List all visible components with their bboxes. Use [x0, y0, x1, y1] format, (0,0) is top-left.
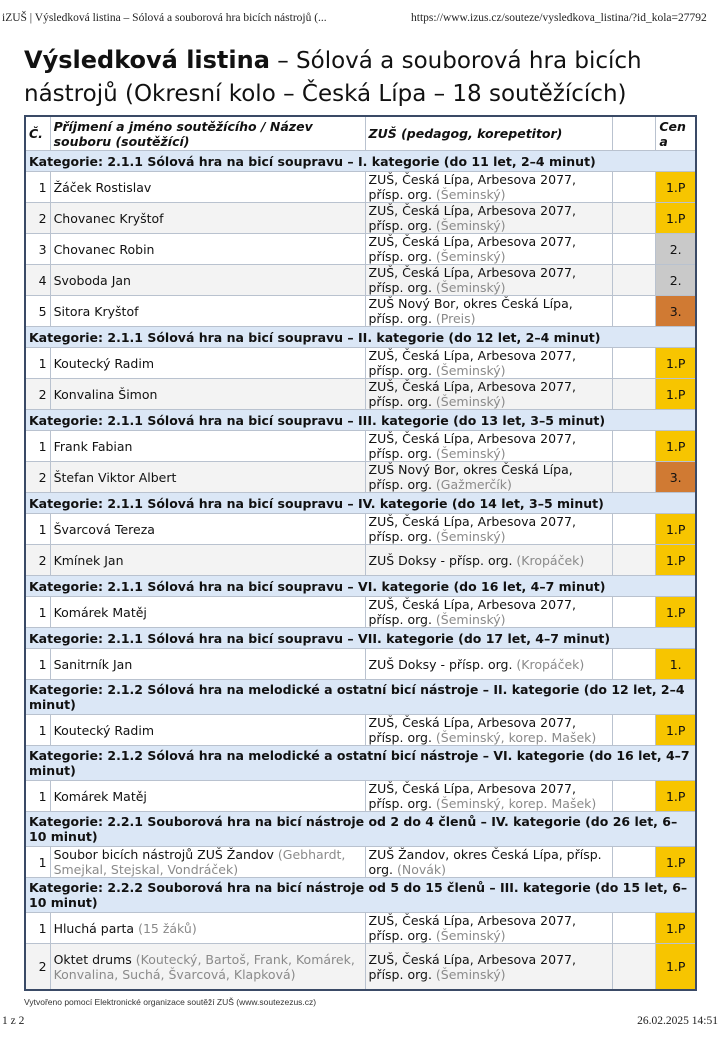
blank-cell	[613, 545, 656, 576]
category-row	[25, 151, 696, 172]
teacher-name: (Šeminský)	[435, 280, 506, 295]
header-prize: Cena	[656, 116, 696, 151]
print-header	[0, 12, 720, 28]
competitor-name: Soubor bicích nástrojů ZUŠ Žandov	[53, 847, 274, 862]
blank-cell	[613, 348, 656, 379]
competitor-name: Chovanec Robin	[53, 241, 155, 257]
table-row	[25, 597, 696, 628]
school-name: ZUŠ Žandov, okres Česká Lípa, přísp. org.	[368, 847, 602, 877]
school-cell	[365, 203, 613, 234]
competitor-cell	[50, 296, 365, 327]
row-number: 1	[25, 715, 50, 746]
school-cell	[365, 913, 613, 944]
competitor-name: Konvalina Šimon	[53, 386, 158, 402]
header-blank	[613, 116, 656, 151]
header-school: ZUŠ (pedagog, korepetitor)	[365, 116, 613, 151]
school-cell	[365, 462, 613, 493]
row-number: 2	[25, 545, 50, 576]
category-title: Kategorie: 2.2.1 Souborová hra na bicí nástroje od 2 do 4 členů – IV. kategorie (do 26 let, 6–10 minut)	[25, 812, 696, 847]
category-row	[25, 576, 696, 597]
row-number: 5	[25, 296, 50, 327]
blank-cell	[613, 597, 656, 628]
blank-cell	[613, 781, 656, 812]
row-number: 1	[25, 172, 50, 203]
print-header-title: iZUŠ | Výsledková listina – Sólová a souborová hra bicích nástrojů (...	[2, 12, 327, 24]
category-title: Kategorie: 2.1.1 Sólová hra na bicí soupravu – II. kategorie (do 12 let, 2–4 minut)	[25, 327, 696, 348]
page-footer	[0, 1015, 720, 1031]
table-row	[25, 348, 696, 379]
competitor-cell	[50, 462, 365, 493]
table-row	[25, 265, 696, 296]
competitor-cell	[50, 649, 365, 680]
table-row	[25, 847, 696, 878]
blank-cell	[613, 514, 656, 545]
category-row	[25, 878, 696, 913]
prize-badge: 1.P	[656, 431, 696, 462]
school-name: ZUŠ, Česká Lípa, Arbesova 2077, přísp. org.	[368, 348, 576, 378]
teacher-name: (Šeminský)	[435, 363, 506, 378]
competitor-cell	[50, 597, 365, 628]
school-cell	[365, 265, 613, 296]
school-cell	[365, 296, 613, 327]
prize-badge: 3.	[656, 462, 696, 493]
teacher-name: (Preis)	[435, 311, 476, 326]
school-cell	[365, 715, 613, 746]
row-number: 1	[25, 514, 50, 545]
blank-cell	[613, 431, 656, 462]
row-number: 2	[25, 379, 50, 410]
school-name: ZUŠ, Česká Lípa, Arbesova 2077, přísp. org.	[368, 715, 576, 745]
competitor-name: Komárek Matěj	[53, 604, 147, 620]
blank-cell	[613, 172, 656, 203]
school-cell	[365, 379, 613, 410]
results-body	[25, 151, 696, 991]
school-name: ZUŠ, Česká Lípa, Arbesova 2077, přísp. org.	[368, 597, 576, 627]
table-row	[25, 296, 696, 327]
results-table	[24, 115, 697, 991]
school-name: ZUŠ Nový Bor, okres Česká Lípa, přísp. org.	[368, 296, 573, 326]
teacher-name: (Šeminský, korep. Mašek)	[435, 730, 597, 745]
school-name: ZUŠ Doksy - přísp. org.	[368, 552, 513, 568]
competitor-members: (15 žáků)	[138, 920, 197, 936]
row-number: 1	[25, 913, 50, 944]
category-title: Kategorie: 2.1.1 Sólová hra na bicí soupravu – I. kategorie (do 11 let, 2–4 minut)	[25, 151, 696, 172]
school-cell	[365, 514, 613, 545]
table-row	[25, 172, 696, 203]
prize-badge: 1.P	[656, 348, 696, 379]
category-row	[25, 812, 696, 847]
category-row	[25, 628, 696, 649]
category-title: Kategorie: 2.2.2 Souborová hra na bicí nástroje od 5 do 15 členů – III. kategorie (do 15 let, 6–10 minut)	[25, 878, 696, 913]
school-cell	[365, 649, 613, 680]
table-row	[25, 944, 696, 991]
prize-badge: 1.P	[656, 514, 696, 545]
table-row	[25, 234, 696, 265]
school-name: ZUŠ Nový Bor, okres Česká Lípa, přísp. org.	[368, 462, 573, 492]
table-row	[25, 203, 696, 234]
category-title: Kategorie: 2.1.2 Sólová hra na melodické a ostatní bicí nástroje – VI. kategorie (do 16 let, 4–7 minut)	[25, 746, 696, 781]
school-name: ZUŠ, Česká Lípa, Arbesova 2077, přísp. org.	[368, 781, 576, 811]
school-name: ZUŠ, Česká Lípa, Arbesova 2077, přísp. org.	[368, 172, 576, 202]
table-row	[25, 545, 696, 576]
page-title	[24, 44, 704, 111]
school-cell	[365, 847, 613, 878]
competitor-cell	[50, 514, 365, 545]
competitor-name: Chovanec Kryštof	[53, 210, 164, 226]
blank-cell	[613, 462, 656, 493]
competitor-cell	[50, 172, 365, 203]
category-title: Kategorie: 2.1.2 Sólová hra na melodické a ostatní bicí nástroje – II. kategorie (do 12 let, 2–4 minut)	[25, 680, 696, 715]
prize-badge: 1.	[656, 649, 696, 680]
category-title: Kategorie: 2.1.1 Sólová hra na bicí soupravu – VI. kategorie (do 16 let, 4–7 minut)	[25, 576, 696, 597]
row-number: 1	[25, 348, 50, 379]
teacher-name: (Novák)	[396, 862, 447, 877]
page-title-sub: – Sólová a souborová hra bicích nástrojů (Okresní kolo – Česká Lípa – 18 soutěžících)	[24, 48, 642, 107]
category-row	[25, 327, 696, 348]
prize-badge: 2.	[656, 234, 696, 265]
competitor-cell	[50, 545, 365, 576]
table-row	[25, 379, 696, 410]
table-row	[25, 431, 696, 462]
teacher-name: (Šeminský)	[435, 612, 506, 627]
teacher-name: (Šeminský)	[435, 218, 506, 233]
row-number: 2	[25, 203, 50, 234]
prize-badge: 1.P	[656, 545, 696, 576]
row-number: 1	[25, 781, 50, 812]
competitor-cell	[50, 431, 365, 462]
competitor-name: Komárek Matěj	[53, 788, 147, 804]
print-datetime: 26.02.2025 14:51	[637, 1015, 718, 1027]
prize-badge: 3.	[656, 296, 696, 327]
school-cell	[365, 431, 613, 462]
category-row	[25, 680, 696, 715]
table-row	[25, 649, 696, 680]
category-row	[25, 493, 696, 514]
competitor-cell	[50, 944, 365, 991]
footer-note: Vytvořeno pomocí Elektronické organizace soutěží ZUŠ (www.soutezezus.cz)	[24, 997, 317, 1007]
teacher-name: (Gažmerčík)	[435, 477, 512, 492]
school-name: ZUŠ, Česká Lípa, Arbesova 2077, přísp. org.	[368, 234, 576, 264]
category-title: Kategorie: 2.1.1 Sólová hra na bicí soupravu – III. kategorie (do 13 let, 3–5 minut)	[25, 410, 696, 431]
blank-cell	[613, 847, 656, 878]
competitor-cell	[50, 203, 365, 234]
table-row	[25, 715, 696, 746]
school-name: ZUŠ, Česká Lípa, Arbesova 2077, přísp. org.	[368, 379, 576, 409]
teacher-name: (Šeminský)	[435, 394, 506, 409]
row-number: 1	[25, 597, 50, 628]
teacher-name: (Kropáček)	[516, 656, 585, 672]
table-row	[25, 514, 696, 545]
school-cell	[365, 781, 613, 812]
competitor-name: Sanitrník Jan	[53, 656, 133, 672]
teacher-name: (Šeminský)	[435, 529, 506, 544]
table-row	[25, 913, 696, 944]
prize-badge: 1.P	[656, 944, 696, 991]
competitor-members: (Koutecký, Bartoš, Frank, Komárek, Konvalina, Suchá, Švarcová, Klapková)	[53, 951, 355, 982]
competitor-cell	[50, 265, 365, 296]
competitor-name: Koutecký Radim	[53, 355, 154, 371]
competitor-name: Švarcová Tereza	[53, 521, 155, 537]
competitor-name: Frank Fabian	[53, 438, 133, 454]
teacher-name: (Šeminský)	[435, 966, 506, 982]
competitor-name: Hluchá parta	[53, 920, 135, 936]
school-cell	[365, 597, 613, 628]
school-name: ZUŠ, Česká Lípa, Arbesova 2077, přísp. org.	[368, 203, 576, 233]
row-number: 2	[25, 944, 50, 991]
competitor-members: (Gebhardt, Smejkal, Stejskal, Vondráček)	[53, 847, 346, 877]
page-number: 1 z 2	[2, 1015, 25, 1027]
school-cell	[365, 234, 613, 265]
competitor-cell	[50, 379, 365, 410]
table-header-row	[25, 116, 696, 151]
category-title: Kategorie: 2.1.1 Sólová hra na bicí soupravu – VII. kategorie (do 17 let, 4–7 minut)	[25, 628, 696, 649]
school-cell	[365, 172, 613, 203]
competitor-name: Sitora Kryštof	[53, 303, 139, 319]
school-name: ZUŠ, Česká Lípa, Arbesova 2077, přísp. org.	[368, 514, 576, 544]
blank-cell	[613, 649, 656, 680]
competitor-name: Koutecký Radim	[53, 722, 154, 738]
row-number: 3	[25, 234, 50, 265]
teacher-name: (Šeminský, korep. Mašek)	[435, 796, 597, 811]
school-cell	[365, 348, 613, 379]
blank-cell	[613, 379, 656, 410]
competitor-cell	[50, 234, 365, 265]
header-name: Příjmení a jméno soutěžícího / Název souboru (soutěžící)	[50, 116, 365, 151]
school-name: ZUŠ Doksy - přísp. org.	[368, 656, 513, 672]
competitor-cell	[50, 781, 365, 812]
blank-cell	[613, 913, 656, 944]
prize-badge: 2.	[656, 265, 696, 296]
competitor-cell	[50, 715, 365, 746]
prize-badge: 1.P	[656, 781, 696, 812]
school-cell	[365, 944, 613, 991]
page-title-main: Výsledková listina	[24, 46, 270, 74]
prize-badge: 1.P	[656, 847, 696, 878]
row-number: 4	[25, 265, 50, 296]
blank-cell	[613, 234, 656, 265]
competitor-name: Štefan Viktor Albert	[53, 469, 177, 485]
category-row	[25, 746, 696, 781]
blank-cell	[613, 203, 656, 234]
blank-cell	[613, 715, 656, 746]
competitor-name: Svoboda Jan	[53, 272, 131, 288]
blank-cell	[613, 944, 656, 991]
competitor-cell	[50, 847, 365, 878]
print-header-url: https://www.izus.cz/souteze/vysledkova_listina/?id_kola=27792	[411, 12, 707, 24]
school-name: ZUŠ, Česká Lípa, Arbesova 2077, přísp. org.	[368, 431, 576, 461]
row-number: 1	[25, 431, 50, 462]
table-row	[25, 781, 696, 812]
category-row	[25, 410, 696, 431]
row-number: 1	[25, 649, 50, 680]
competitor-cell	[50, 348, 365, 379]
teacher-name: (Šeminský)	[435, 187, 506, 202]
school-name: ZUŠ, Česká Lípa, Arbesova 2077, přísp. org.	[368, 265, 576, 295]
competitor-cell	[50, 913, 365, 944]
prize-badge: 1.P	[656, 715, 696, 746]
blank-cell	[613, 265, 656, 296]
prize-badge: 1.P	[656, 203, 696, 234]
prize-badge: 1.P	[656, 913, 696, 944]
prize-badge: 1.P	[656, 597, 696, 628]
competitor-name: Kmínek Jan	[53, 552, 124, 568]
teacher-name: (Kropáček)	[516, 552, 585, 568]
prize-badge: 1.P	[656, 172, 696, 203]
prize-badge: 1.P	[656, 379, 696, 410]
header-num: Č.	[25, 116, 50, 151]
school-name: ZUŠ, Česká Lípa, Arbesova 2077, přísp. org.	[368, 913, 576, 943]
category-title: Kategorie: 2.1.1 Sólová hra na bicí soupravu – IV. kategorie (do 14 let, 3–5 minut)	[25, 493, 696, 514]
row-number: 1	[25, 847, 50, 878]
teacher-name: (Šeminský)	[435, 249, 506, 264]
table-row	[25, 462, 696, 493]
blank-cell	[613, 296, 656, 327]
teacher-name: (Šeminský)	[435, 928, 506, 943]
competitor-name: Žáček Rostislav	[53, 179, 152, 195]
row-number: 2	[25, 462, 50, 493]
teacher-name: (Šeminský)	[435, 446, 506, 461]
school-name: ZUŠ, Česká Lípa, Arbesova 2077, přísp. org.	[368, 951, 576, 982]
competitor-name: Oktet drums	[53, 951, 132, 967]
school-cell	[365, 545, 613, 576]
